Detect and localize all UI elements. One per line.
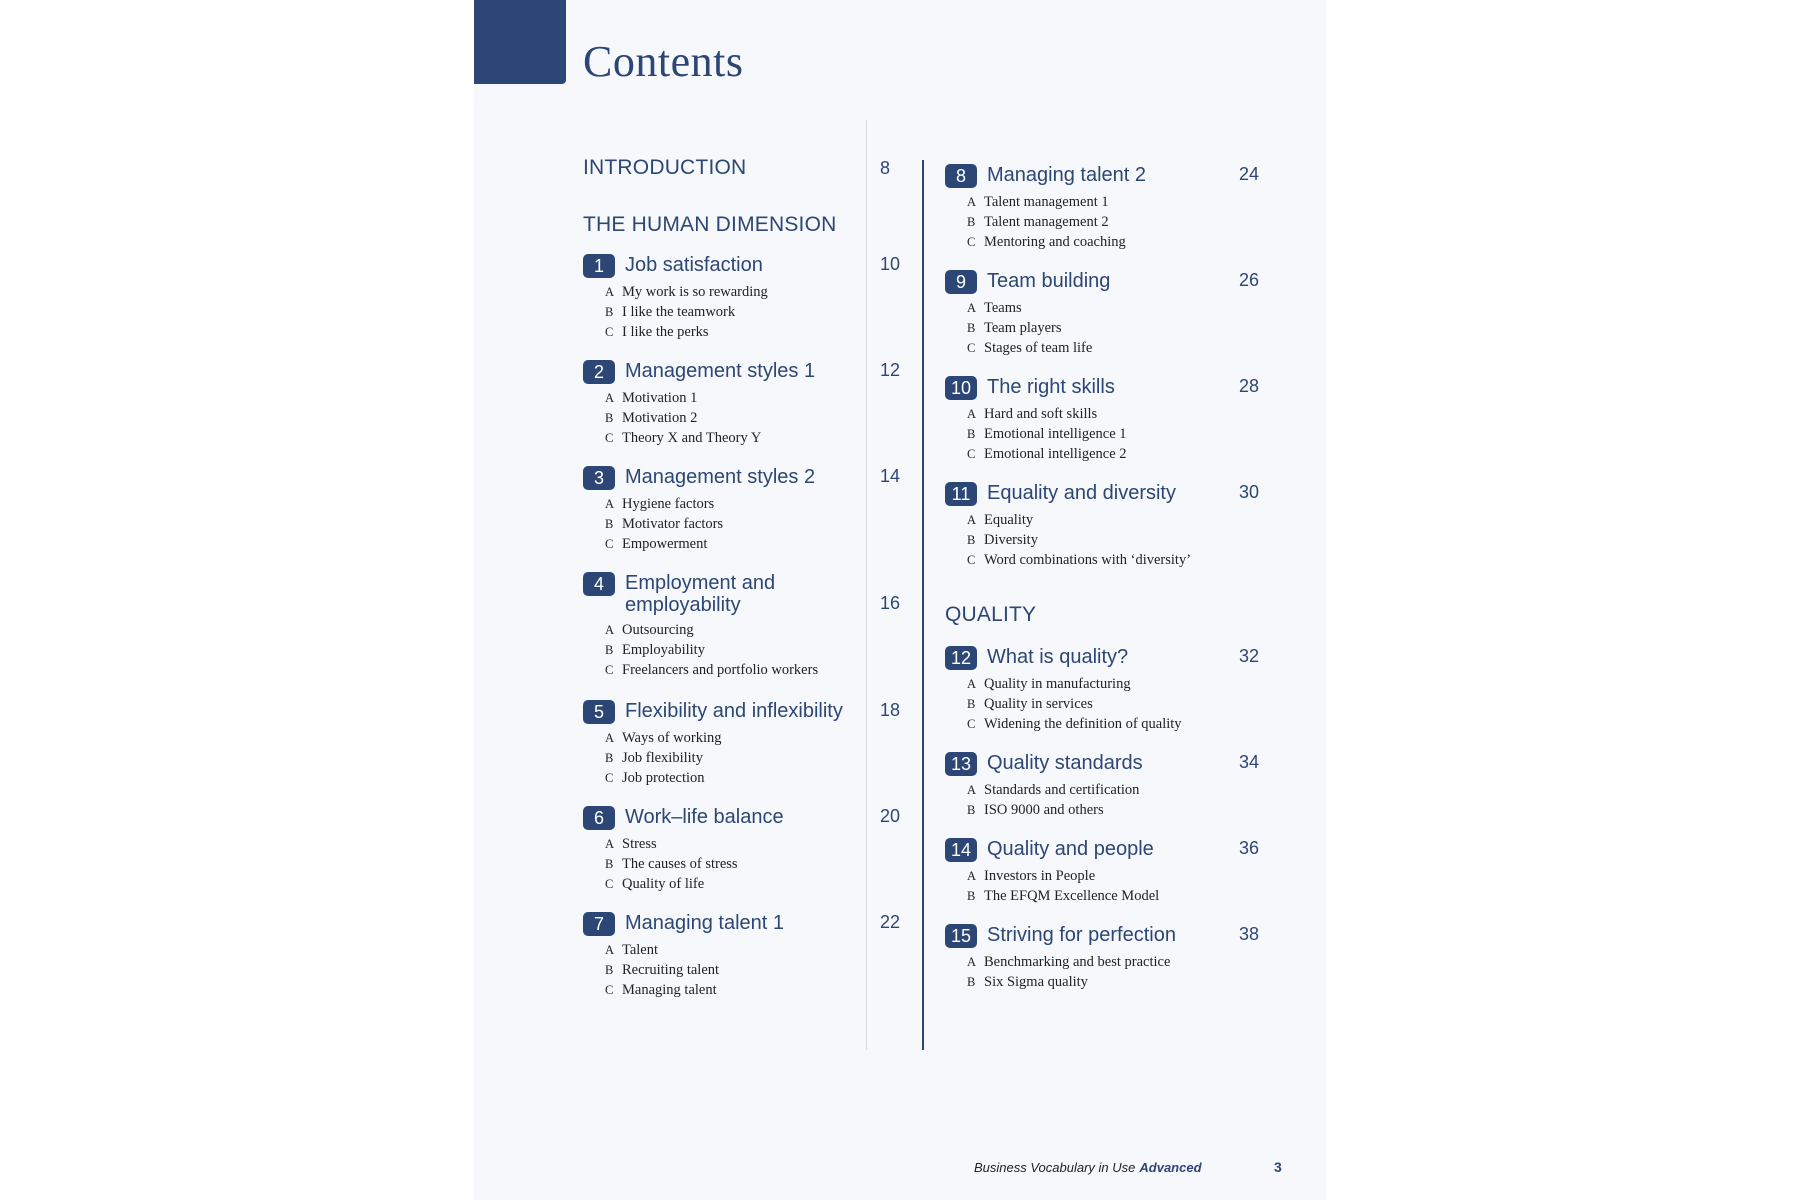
unit-topic	[967, 338, 1305, 358]
topic-text: Quality in services	[984, 696, 1093, 712]
topic-text: Investors in People	[984, 868, 1096, 884]
topic-text: Six Sigma quality	[984, 974, 1088, 990]
unit-topics	[967, 298, 1305, 358]
topic-text: Widening the definition of quality	[984, 716, 1182, 732]
topic-letter: C	[967, 235, 976, 249]
topic-text: Motivation 2	[622, 410, 698, 426]
unit-page-number: 28	[1239, 376, 1260, 396]
topic-text: Recruiting talent	[622, 962, 720, 978]
unit-title: Management styles 2	[625, 466, 816, 488]
page-title: Contents	[583, 37, 744, 86]
unit-topic	[967, 952, 1305, 972]
contents-page	[474, 0, 1326, 1200]
unit-topics	[967, 866, 1305, 906]
topic-text: Team players	[984, 320, 1062, 336]
unit-page-number: 18	[880, 700, 901, 720]
topic-text: Employability	[622, 642, 705, 658]
topic-letter: A	[967, 783, 977, 797]
topic-letter: A	[967, 869, 977, 883]
unit-topics	[605, 728, 943, 788]
unit-topics	[605, 620, 943, 680]
topic-letter: B	[967, 321, 976, 335]
unit-topic	[605, 282, 943, 302]
topic-text: Word combinations with ‘diversity’	[984, 552, 1192, 568]
unit-topic	[967, 530, 1305, 550]
topic-letter: A	[605, 623, 615, 637]
unit-title: Management styles 1	[625, 360, 816, 382]
unit-number-badge: 1	[583, 254, 615, 278]
unit-topic	[605, 834, 943, 854]
unit-topics	[605, 940, 943, 1000]
topic-text: ISO 9000 and others	[984, 802, 1104, 818]
unit-topic	[967, 800, 1305, 820]
page-number: 3	[1274, 1159, 1282, 1175]
unit-topic	[605, 660, 943, 680]
topic-letter: C	[605, 983, 614, 997]
topic-letter: C	[605, 663, 614, 677]
topic-letter: B	[967, 697, 976, 711]
unit-topics	[967, 192, 1305, 252]
unit-topic	[605, 960, 943, 980]
unit-topic	[605, 514, 943, 534]
topic-text: Hard and soft skills	[984, 406, 1098, 422]
unit-topic	[605, 768, 943, 788]
unit-topics	[605, 834, 943, 894]
unit-number-badge: 14	[945, 838, 977, 862]
unit-topic	[605, 534, 943, 554]
topic-letter: A	[605, 731, 615, 745]
unit-topics	[967, 510, 1305, 570]
footer-book-name: Business Vocabulary in Use	[974, 1160, 1136, 1175]
topic-letter: B	[967, 889, 976, 903]
unit-page-number: 36	[1239, 838, 1260, 858]
topic-text: Mentoring and coaching	[984, 234, 1126, 250]
unit-page-number: 24	[1239, 164, 1260, 184]
topic-text: Hygiene factors	[622, 496, 715, 512]
topic-letter: A	[967, 301, 977, 315]
unit-number-badge: 10	[945, 376, 977, 400]
topic-text: I like the teamwork	[622, 304, 736, 320]
topic-letter: A	[605, 497, 615, 511]
topic-letter: B	[967, 975, 976, 989]
topic-letter: C	[605, 877, 614, 891]
topic-letter: C	[605, 325, 614, 339]
unit-page-number: 26	[1239, 270, 1260, 290]
unit-number-badge: 5	[583, 700, 615, 724]
unit-topic	[605, 302, 943, 322]
unit-page-number: 20	[880, 806, 901, 826]
unit-topic	[967, 780, 1305, 800]
topic-letter: A	[605, 943, 615, 957]
unit-topic	[967, 694, 1305, 714]
unit-topic	[967, 404, 1305, 424]
unit-topic	[605, 620, 943, 640]
topic-letter: B	[967, 215, 976, 229]
unit-topic	[605, 748, 943, 768]
topic-text: Emotional intelligence 1	[984, 426, 1127, 442]
topic-letter: B	[605, 963, 614, 977]
unit-page-number: 16	[880, 593, 901, 613]
topic-text: Talent	[622, 942, 659, 958]
topic-letter: A	[967, 677, 977, 691]
topic-text: Quality in manufacturing	[984, 676, 1131, 692]
unit-topic	[967, 232, 1305, 252]
unit-title: Striving for perfection	[987, 924, 1176, 946]
topic-text: The EFQM Excellence Model	[984, 888, 1160, 904]
topic-text: Motivation 1	[622, 390, 698, 406]
topic-text: Stress	[622, 836, 657, 852]
topic-letter: B	[605, 517, 614, 531]
unit-topics	[967, 674, 1305, 734]
unit-number-badge: 12	[945, 646, 977, 670]
topic-letter: B	[967, 427, 976, 441]
topic-text: Stages of team life	[984, 340, 1093, 356]
unit-topic	[605, 874, 943, 894]
unit-title: Equality and diversity	[987, 482, 1176, 504]
unit-topic	[967, 510, 1305, 530]
topic-text: Outsourcing	[622, 622, 694, 638]
unit-topic	[967, 714, 1305, 734]
topic-text: I like the perks	[622, 324, 709, 340]
unit-topic	[967, 550, 1305, 570]
unit-title: Managing talent 1	[625, 912, 785, 934]
topic-letter: C	[967, 717, 976, 731]
topic-text: Benchmarking and best practice	[984, 954, 1171, 970]
unit-page-number: 12	[880, 360, 901, 380]
topic-letter: B	[605, 751, 614, 765]
topic-letter: A	[967, 195, 977, 209]
unit-title: Team building	[987, 270, 1111, 292]
unit-topic	[605, 728, 943, 748]
unit-title: Job satisfaction	[625, 254, 763, 276]
topic-text: Talent management 2	[984, 214, 1109, 230]
topic-text: Job flexibility	[622, 750, 703, 766]
unit-page-number: 34	[1239, 752, 1260, 772]
section-quality: QUALITY	[945, 603, 1037, 626]
topic-letter: B	[605, 411, 614, 425]
topic-text: Managing talent	[622, 982, 717, 998]
unit-number-badge: 4	[583, 572, 615, 596]
unit-topics	[605, 282, 943, 342]
footer-book-title	[974, 1160, 1202, 1175]
unit-title: Work–life balance	[625, 806, 784, 828]
topic-text: Diversity	[984, 532, 1038, 548]
topic-letter: A	[967, 407, 977, 421]
unit-number-badge: 15	[945, 924, 977, 948]
topic-letter: C	[605, 431, 614, 445]
topic-text: My work is so rewarding	[622, 284, 768, 300]
unit-page-number: 14	[880, 466, 901, 486]
unit-topics	[605, 388, 943, 448]
unit-topic	[605, 854, 943, 874]
topic-letter: C	[605, 537, 614, 551]
unit-topic	[967, 972, 1305, 992]
corner-tab	[474, 0, 566, 84]
unit-number-badge: 3	[583, 466, 615, 490]
topic-letter: C	[967, 341, 976, 355]
unit-title: Employment and employability	[625, 572, 776, 616]
unit-topic	[605, 388, 943, 408]
topic-text: Standards and certification	[984, 782, 1140, 798]
topic-letter: B	[605, 643, 614, 657]
intro-page-number: 8	[880, 158, 891, 178]
topic-text: Freelancers and portfolio workers	[622, 662, 819, 678]
unit-topic	[967, 886, 1305, 906]
unit-number-badge: 7	[583, 912, 615, 936]
unit-topic	[967, 212, 1305, 232]
unit-topic	[967, 298, 1305, 318]
topic-letter: B	[967, 803, 976, 817]
unit-topic	[605, 494, 943, 514]
topic-letter: B	[967, 533, 976, 547]
topic-text: Theory X and Theory Y	[622, 430, 762, 446]
topic-letter: A	[605, 837, 615, 851]
section-human-dimension: THE HUMAN DIMENSION	[583, 213, 837, 236]
topic-text: Quality of life	[622, 876, 705, 892]
unit-topic	[967, 674, 1305, 694]
unit-topic	[605, 980, 943, 1000]
unit-title: Quality standards	[987, 752, 1143, 774]
unit-page-number: 30	[1239, 482, 1260, 502]
unit-title: Managing talent 2	[987, 164, 1147, 186]
topic-text: Empowerment	[622, 536, 708, 552]
unit-title: What is quality?	[987, 646, 1129, 668]
topic-text: Equality	[984, 512, 1034, 528]
topic-text: Job protection	[622, 770, 705, 786]
topic-text: The causes of stress	[622, 856, 738, 872]
unit-number-badge: 11	[945, 482, 977, 506]
unit-number-badge: 9	[945, 270, 977, 294]
topic-letter: C	[967, 553, 976, 567]
topic-letter: C	[967, 447, 976, 461]
topic-letter: A	[605, 285, 615, 299]
unit-topic	[967, 444, 1305, 464]
topic-text: Motivator factors	[622, 516, 724, 532]
unit-title: The right skills	[987, 376, 1115, 398]
unit-topic	[605, 640, 943, 660]
unit-topic	[605, 428, 943, 448]
unit-title: Flexibility and inflexibility	[625, 700, 843, 722]
topic-text: Emotional intelligence 2	[984, 446, 1127, 462]
topic-letter: A	[967, 513, 977, 527]
unit-topic	[605, 940, 943, 960]
unit-4	[583, 571, 943, 680]
unit-page-number: 10	[880, 254, 901, 274]
unit-number-badge: 2	[583, 360, 615, 384]
topic-letter: B	[605, 305, 614, 319]
unit-topics	[967, 780, 1305, 820]
unit-topics	[605, 494, 943, 554]
unit-topic	[967, 318, 1305, 338]
unit-topic	[967, 866, 1305, 886]
unit-topic	[967, 192, 1305, 212]
topic-letter: C	[605, 771, 614, 785]
unit-page-number: 22	[880, 912, 901, 932]
topic-text: Teams	[984, 300, 1022, 316]
unit-page-number: 32	[1239, 646, 1260, 666]
intro-heading: INTRODUCTION	[583, 156, 747, 179]
topic-letter: A	[605, 391, 615, 405]
unit-topic	[967, 424, 1305, 444]
topic-letter: A	[967, 955, 977, 969]
unit-number-badge: 13	[945, 752, 977, 776]
unit-number-badge: 6	[583, 806, 615, 830]
unit-page-number: 38	[1239, 924, 1260, 944]
unit-topics	[967, 952, 1305, 992]
topic-text: Ways of working	[622, 730, 722, 746]
unit-title: Quality and people	[987, 838, 1154, 860]
topic-letter: B	[605, 857, 614, 871]
unit-topic	[605, 408, 943, 428]
unit-number-badge: 8	[945, 164, 977, 188]
footer-level: Advanced	[1139, 1160, 1202, 1175]
unit-topic	[605, 322, 943, 342]
topic-text: Talent management 1	[984, 194, 1109, 210]
unit-topics	[967, 404, 1305, 464]
